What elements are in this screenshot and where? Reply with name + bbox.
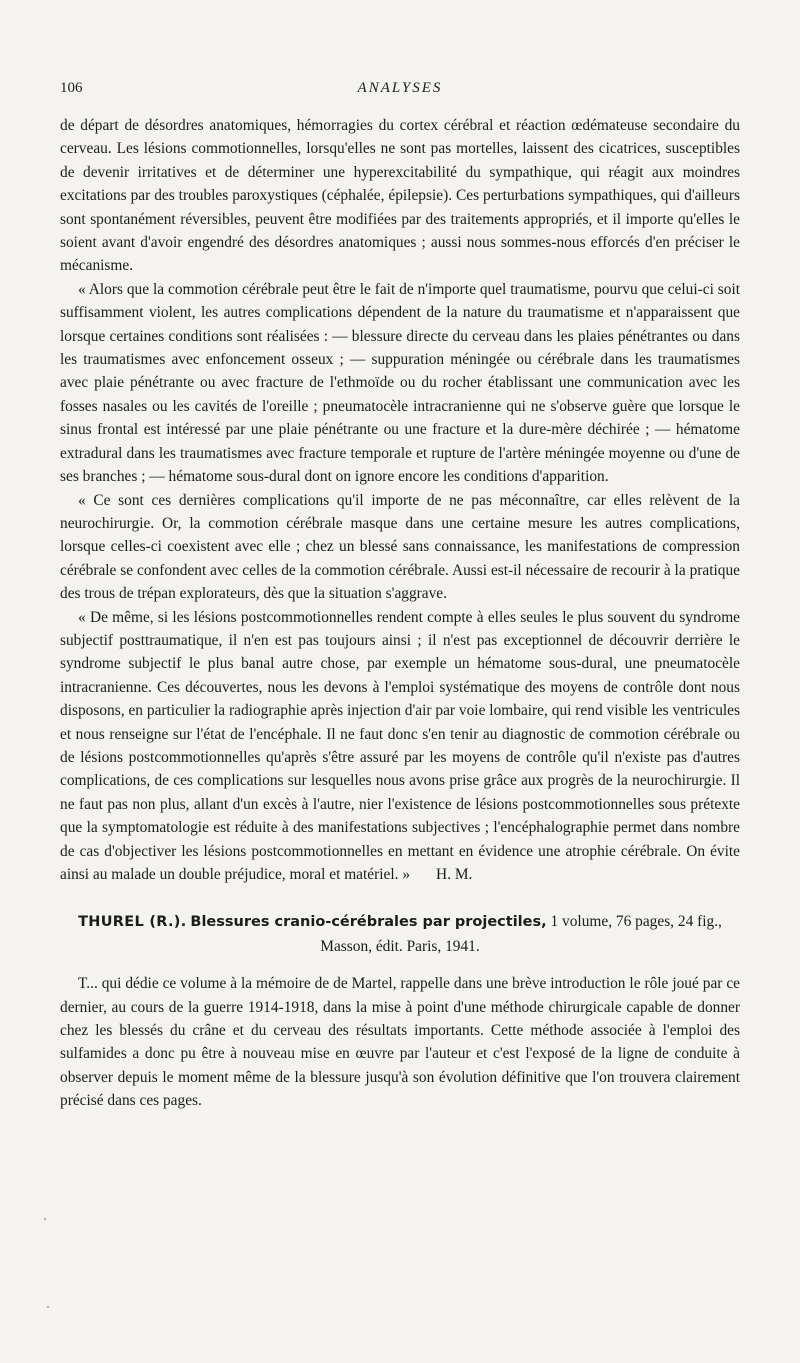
paragraph-with-signature (60, 606, 740, 887)
review-paragraph: T... qui dédie ce volume à la mémoire de de Martel, rappelle dans une brève introduction le rôle joué par ce dernier, au cours de la guerre 1914-1918, dans la mise à point d'une méthode chirurgicale capable de donner chez les blessés du crâne et du cerveau des résultats importants. Cette méthode associée à l'emploi des sulfamides a donc pu être à nouveau mise en œuvre par l'auteur et c'est l'exposé de la ligne de conduite à observer depuis le moment même de la blessure jusqu'à son évolution définitive que l'on trouvera clairement précisé dans ces pages. (60, 975, 740, 1110)
paragraph: de départ de désordres anatomiques, hémorragies du cortex cérébral et réaction œdémateuse secondaire du cerveau. Les lésions commotionnelles, lorsqu'elles ne sont pas mortelles, laissent des cicatrices, susceptibles de devenir irritatives et de déterminer une hyperexcitabilité du sympathique, qui réagit aux moindres excitations par des troubles paroxystiques (céphalée, épilepsie). Ces perturbations sympathiques, qui d'ailleurs sont spontanément réversibles, peuvent être modifiées par des traitements appropriés, et il importe qu'elles le soient avant d'avoir engendré des désordres anatomiques ; aussi nous sommes-nous efforcés d'en préciser le mécanisme. (60, 117, 740, 275)
paper-speck (44, 1218, 46, 1220)
running-head (60, 80, 740, 102)
paragraph: « Ce sont ces dernières complications qu'il importe de ne pas méconnaître, car elles relèvent de la neurochirurgie. Or, la commotion cérébrale masque dans une certaine mesure les autres complications, lorsque celles-ci coexistent avec elle ; chez un blessé sans connaissance, les manifestations de compression cérébrale se confondent avec celles de la commotion cérébrale. Aussi est-il nécessaire de recourir à la pratique des trous de trépan explorateurs, dès que la situation s'aggrave. (60, 491, 740, 603)
running-title: ANALYSES (357, 80, 443, 96)
page-number: 106 (60, 80, 83, 96)
review-heading (60, 910, 740, 958)
review-book-title: Blessures cranio-cérébrales par projectiles, (190, 914, 547, 931)
body-text (60, 114, 740, 1113)
paragraph-text: « De même, si les lésions postcommotionnelles rendent compte à elles seules le plus souvent du syndrome subjectif posttraumatique, il n'en est pas toujours ainsi ; il n'est pas exceptionnel de découvrir derrière le syndrome subjectif le plus banal autre chose, par exemple un hématome sous-dural, une pneumatocèle intracranienne. Ces découvertes, nous les devons à l'emploi systématique des moyens de contrôle dont nous disposons, en particulier la radiographie après injection d'air par voie lombaire, qui rend visible les ventricules et nous renseigne sur l'état de l'encéphale. Il ne faut donc s'en tenir au diagnostic de commotion cérébrale ou de lésions postcommotionnelles qu'après s'être assuré par les moyens de contrôle qu'il n'existe pas d'autres complications, de ces complications sur lesquelles nous avons prise grâce aux progrès de la neurochirurgie. Il ne faut pas non plus, allant d'un excès à l'autre, nier l'existence de lésions postcommotionnelles sous prétexte que la symptomatologie est réduite à des manifestations subjectives ; l'encéphalographie permet dans nombre de cas d'objectiver les lésions postcommotionnelles en mettant en évidence une atrophie cérébrale. On évite ainsi au malade un double préjudice, moral et matériel. » (60, 608, 740, 883)
signature: H. M. (436, 866, 473, 883)
paper-speck (47, 1306, 49, 1308)
review-author: THUREL (R.). (78, 914, 187, 931)
review-book-details: 1 volume, 76 pages, 24 fig., Masson, édit. Paris, 1941. (320, 913, 722, 955)
paragraph: « Alors que la commotion cérébrale peut être le fait de n'importe quel traumatisme, pourvu que celui-ci soit suffisamment violent, les autres complications dépendent de la nature du traumatisme et n'apparaissent que lorsque certaines conditions sont réalisées : — blessure directe du cerveau dans les plaies pénétrantes ou dans les traumatismes avec enfoncement osseux ; — suppuration méningée ou cérébrale dans les traumatismes avec plaie pénétrante ou avec fracture de l'ethmoïde ou du rocher établissant une communication avec les fosses nasales ou les cavités de l'oreille ; pneumatocèle intracranienne qui ne s'observe guère que lorsque le sinus frontal est intéressé par une plaie pénétrante ou une fracture et la dure-mère déchirée ; — hématome extradural dans les traumatismes avec fracture temporale et rupture de l'artère méningée moyenne ou d'une de ses branches ; — hématome sous-dural dont on ignore encore les conditions d'apparition. (60, 280, 740, 486)
